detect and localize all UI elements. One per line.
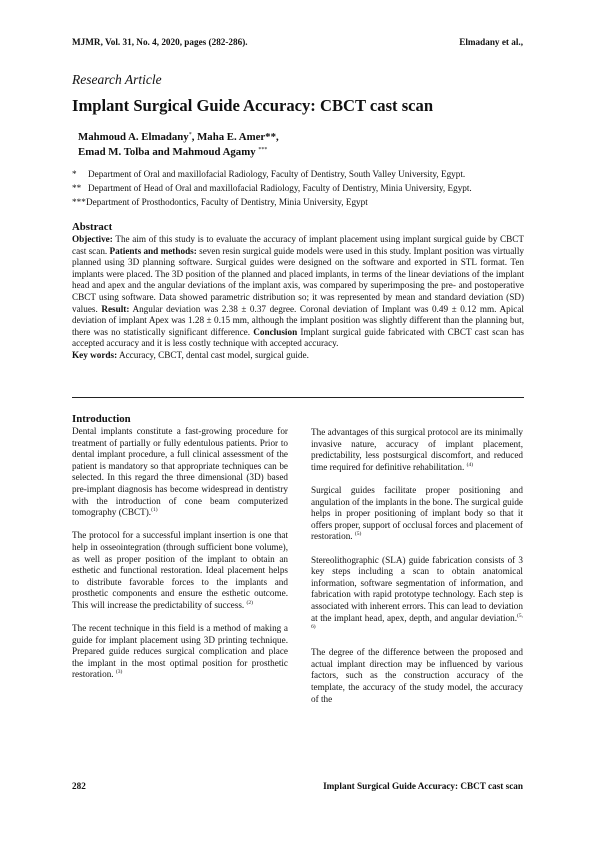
affiliation-text: Department of Head of Oral and maxillofacial Radiology, Faculty of Dentistry, Minia University, Egypt. (88, 182, 472, 193)
running-header-right: Elmadany et al., (459, 37, 523, 47)
paragraph (72, 623, 288, 681)
paragraph (311, 647, 523, 705)
abstract-block (72, 221, 524, 362)
keywords-line (72, 350, 524, 362)
citation-ref: (5) (354, 531, 362, 538)
author-name: Mahmoud A. Elmadany (78, 131, 189, 143)
result-text: Angular deviation was 2.38 ± 0.37 degree. Coronal deviation of Implant was 0.49 ± 0.12 mm. Apical deviation of implant Apex was 1.28 ± 0.15 mm, although the implant position was slightly different than the planning but, there was no statistically significant difference. (72, 303, 524, 337)
article-title: Implant Surgical Guide Accuracy: CBCT cast scan (72, 96, 434, 115)
conclusion-label: Conclusion (253, 326, 298, 337)
citation-ref: (3) (115, 669, 123, 676)
result-label: Result: (101, 303, 130, 314)
affiliation-item (72, 182, 472, 196)
article-type-label: Research Article (72, 72, 162, 87)
conclusion-text: Implant surgical guide fabricated with CBCT cast scan has accepted accuracy and it is less costly technique with accepted accuracy. (72, 326, 524, 349)
abstract-bottom-rule (72, 397, 524, 398)
left-column (72, 413, 288, 693)
keywords-label: Key words: (72, 349, 118, 360)
affiliation-item (72, 196, 472, 210)
author-line-2 (78, 145, 279, 160)
affiliation-mark: ** (72, 182, 82, 193)
methods-text: seven resin surgical guide models were used in this study. Implant position was virtually planned using 3D planning software. Surgical guides were designed on the software and exported in STL format. Ten implants were placed. The 3D position of the planned and placed implants, in terms of the linear deviations of the implant head and apex and the angular deviations of the implant axis, was compared by superimposing the pre- and postoperative CBCT using software. Data showed parametric distribution so; it was represented by mean and standard deviation (SD) values. (72, 245, 524, 314)
keywords-text: Accuracy, CBCT, dental cast model, surgical guide. (117, 349, 309, 360)
paragraph-text: Dental implants constitute a fast-growing procedure for treatment of partially or fully edentulous patients. Prior to dental implant procedure, a full clinical assessment of the patient is mandatory so that appropriate techniques can be selected. In this regard the three dimensional (3D) based pre-implant diagnosis has become widespread in dentistry with the introduction of cone beam computerized tomography (CBCT). (72, 426, 288, 518)
citation-ref: (5, 6) (311, 612, 523, 631)
methods-label: Patients and methods: (109, 245, 197, 256)
running-footer-title: Implant Surgical Guide Accuracy: CBCT cast scan (323, 781, 523, 791)
author-mark: *** (258, 147, 268, 153)
paragraph (72, 530, 288, 611)
author-name: , Maha E. Amer**, (191, 131, 279, 143)
right-column (311, 427, 523, 717)
abstract-heading: Abstract (72, 221, 113, 233)
citation-ref: (4) (466, 461, 474, 468)
affiliation-mark: *** (72, 196, 86, 207)
paragraph-text: Stereolithographic (SLA) guide fabrication consists of 3 key steps including a scan to obtain anatomical information, software segmentation of information, and fabrication with rapid prototype technology. Each step is associated with inherent errors. This can lead to deviation at the implant head, apex, depth, and angular deviation. (311, 554, 523, 623)
paragraph-text: The protocol for a successful implant insertion is one that help in osseointegration (through sufficient bone volume), as well as proper position of the implant to obtain an esthetic and functional restoration. Ideal placement helps to distribute favorable forces to the implants and prosthetic components and ensure the esthetic outcome. This will increase the predictability of success. (72, 530, 288, 610)
affiliation-text: Department of Prosthodontics, Faculty of Dentistry, Minia University, Egypt (86, 196, 368, 207)
affiliation-list (72, 168, 472, 209)
objective-label: Objective: (72, 234, 113, 244)
objective-text: The aim of this study is to evaluate the accuracy of implant placement using implant surgical guide by CBCT cast scan. (72, 234, 524, 256)
paragraph-text: Surgical guides facilitate proper positioning and angulation of the implants in the bone. The surgical guide helps in proper positioning of implant body so that it offers proper, support of occlusal forces and placement of restoration. (311, 484, 523, 542)
paragraph (311, 555, 523, 636)
paragraph (72, 426, 288, 519)
citation-ref: (1) (151, 507, 158, 514)
affiliation-mark: * (72, 169, 77, 179)
affiliation-item (72, 168, 472, 182)
author-name: Emad M. Tolba and Mahmoud Agamy (78, 146, 256, 158)
running-header-left: MJMR, Vol. 31, No. 4, 2020, pages (282-286). (72, 37, 248, 47)
paragraph (311, 485, 523, 543)
abstract-body (72, 234, 524, 350)
author-list (78, 130, 279, 160)
paragraph-text: The degree of the difference between the proposed and actual implant direction may be influenced by various factors, such as the construction accuracy of the template, the accuracy of the study model, the accuracy of the (311, 647, 523, 704)
page-number: 282 (72, 781, 86, 791)
paragraph-text: The advantages of this surgical protocol are its minimally invasive nature, accuracy of implant placement, predictability, less postsurgical discomfort, and reduced time required for definitive rehabilitation. (311, 427, 523, 472)
paragraph (311, 427, 523, 473)
paragraph-text: The recent technique in this field is a method of making a guide for implant placement using 3D printing technique. Prepared guide reduces surgical complication and place the implant in the most optimal position for prosthetic restoration. (72, 623, 288, 680)
affiliation-text: Department of Oral and maxillofacial Radiology, Faculty of Dentistry, South Valley University, Egypt. (88, 169, 466, 179)
author-mark: * (188, 132, 192, 138)
author-line-1 (78, 130, 279, 145)
introduction-heading: Introduction (72, 413, 131, 425)
citation-ref: (2) (246, 599, 253, 606)
